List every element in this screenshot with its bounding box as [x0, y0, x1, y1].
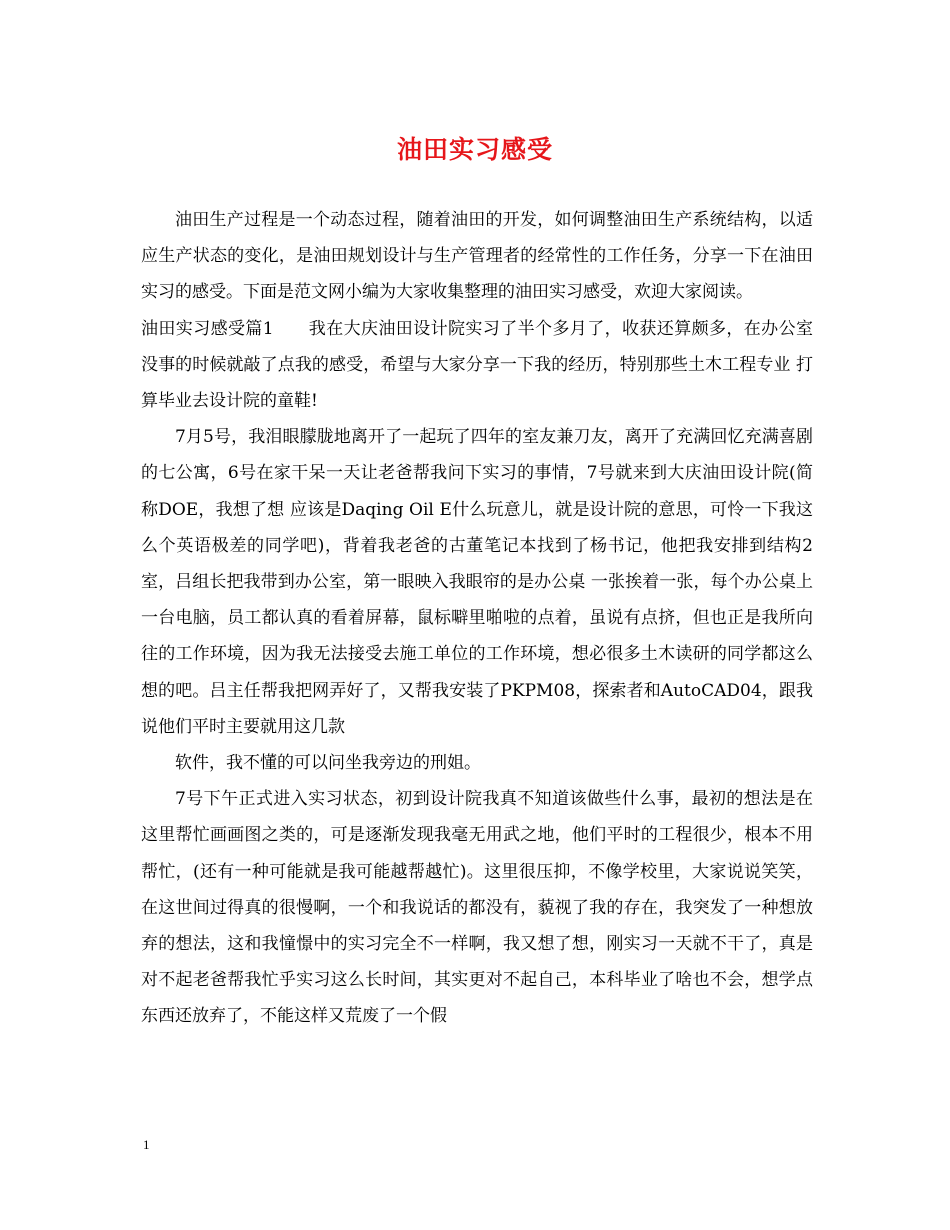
paragraph-section-1: 油田实习感受篇1 我在大庆油田设计院实习了半个多月了，收获还算颇多，在办公室没事的时候就敲了点我的感受，希望与大家分享一下我的经历，特别那些土木工程专业 打算毕业去设计院的童鞋! [141, 318, 813, 412]
page-number: 1 [143, 1137, 150, 1152]
paragraph-intro: 油田生产过程是一个动态过程，随着油田的开发，如何调整油田生产系统结构，以适应生产状态的变化，是油田规划设计与生产管理者的经常性的工作任务，分享一下在油田实习的感受。下面是范文网小编为大家收集整理的油田实习感受，欢迎大家阅读。 [141, 210, 813, 303]
paragraph-software: 软件，我不懂的可以问坐我旁边的刑姐。 [175, 753, 481, 774]
document-title: 油田实习感受 [396, 135, 553, 164]
paragraph-july-7: 7号下午正式进入实习状态，初到设计院我真不知道该做些什么事，最初的想法是在这里帮忙画画图之类的，可是逐渐发现我毫无用武之地，他们平时的工程很少，根本不用帮忙，(还有一种可能就是我可能越帮越忙)。这里很压抑，不像学校里，大家说说笑笑，在这世间过得真的很慢啊，一个和我说话的都没有，藐视了我的存在，我突发了一种想放弃的想法，这和我憧憬中的实习完全不一样啊，我又想了想，刚实习一天就不干了，真是对不起老爸帮我忙乎实习这么长时间，其实更对不起自己，本科毕业了啥也不会，想学点东西还放弃了，不能这样又荒废了一个假 [141, 789, 813, 1027]
paragraph-july-5: 7月5号，我泪眼朦胧地离开了一起玩了四年的室友兼刀友，离开了充满回忆充满喜剧的七公寓，6号在家干呆一天让老爸帮我问下实习的事情，7号就来到大庆油田设计院(简称DOE，我想了想 应该是Daqing Oil E什么玩意儿，就是设计院的意思，可怜一下我这么个英语极差的同学吧)，背着我老爸的古董笔记本找到了杨书记，他把我安排到结构2室，吕组长把我带到办公室，第一眼映入我眼帘的是办公桌 一张挨着一张，每个办公桌上一台电脑，员工都认真的看着屏幕，鼠标噼里啪啦的点着，虽说有点挤，但也正是我所向往的工作环境，因为我无法接受去施工单位的工作环境，想必很多土木读研的同学都这么想的吧。吕主任帮我把网弄好了，又帮我安装了PKPM08，探索者和AutoCAD04，跟我说他们平时主要就用这几款 [141, 427, 813, 737]
document-body [141, 202, 813, 1035]
